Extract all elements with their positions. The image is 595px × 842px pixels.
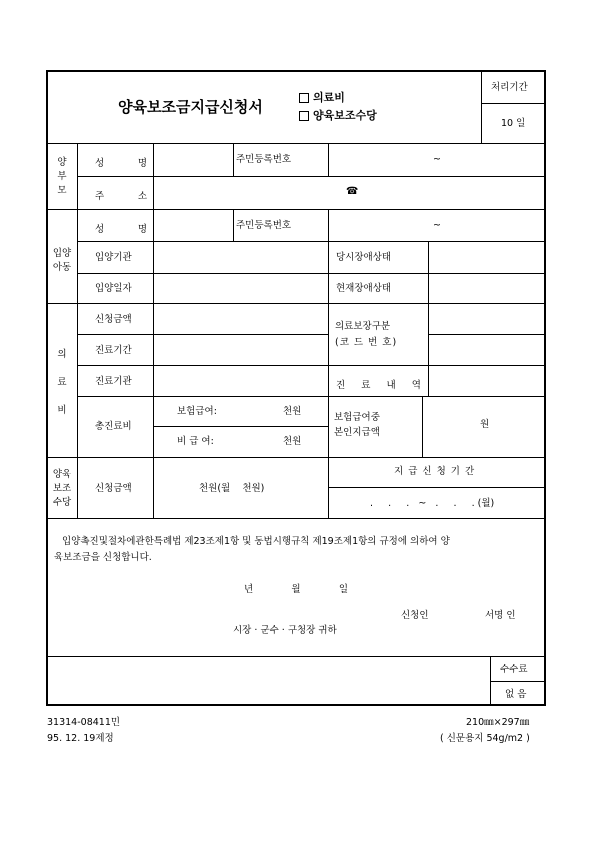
total-cost-label: 총진료비 — [95, 421, 132, 432]
vline-label — [153, 143, 154, 518]
rule-med-end — [47, 457, 545, 458]
vline-med-right — [428, 303, 429, 396]
rule-proc-mid — [481, 103, 545, 104]
insurance-benefit-unit: 천원 — [283, 406, 302, 417]
vline-child-id — [233, 209, 234, 241]
rule-allow-end — [47, 518, 545, 519]
coverage-type-label: 의료보장구분 — [335, 321, 391, 332]
parent-id-separator[interactable]: ~ — [433, 154, 441, 165]
adoption-date-label: 입양일자 — [95, 283, 132, 294]
treatment-period-label: 진료기간 — [95, 345, 132, 356]
vline-parent-id — [233, 143, 234, 176]
rule-header — [47, 143, 545, 144]
vline-child-mid — [328, 209, 329, 303]
applicant-label: 신청인 — [401, 610, 429, 621]
allowance-amount-value[interactable]: 천원(월 천원) — [199, 483, 265, 494]
declaration-line2: 육보조금을 신청합니다. — [54, 552, 152, 563]
vline-proc — [481, 71, 482, 143]
copay-unit: 원 — [480, 419, 490, 430]
phone-icon: ☎ — [346, 186, 359, 197]
rule-med-3 — [77, 396, 545, 397]
processing-period-label: 처리기간 — [491, 82, 528, 93]
copay-label-line2: 본인지급액 — [334, 427, 380, 438]
paper-size: 210㎜×297㎜ — [466, 717, 530, 728]
paper-type: ( 신문용지 54g/m2 ) — [440, 733, 530, 744]
allowance-amount-label: 신청금액 — [95, 483, 132, 494]
rule-med-total-mid — [153, 426, 328, 427]
rule-med-2 — [77, 365, 545, 366]
medical-amount-label: 신청금액 — [95, 314, 132, 325]
copay-label-line1: 보험급여중 — [334, 412, 380, 423]
fee-label: 수수료 — [500, 664, 528, 675]
child-id-label: 주민등록번호 — [236, 220, 292, 231]
processing-period-value: 10 일 — [501, 118, 526, 129]
vline-section — [77, 143, 78, 518]
disability-then-label: 당시장애상태 — [336, 252, 392, 263]
coverage-code-label: (코 드 번 호) — [335, 337, 398, 348]
fee-value: 없 음 — [505, 689, 527, 700]
section-label-allowance: 양육 보조 수당 — [52, 469, 72, 508]
section-label-child: 입양 아동 — [52, 248, 72, 273]
parent-id-label: 주민등록번호 — [236, 154, 292, 165]
rule-parent-end — [47, 209, 545, 210]
child-name-label: 성 명 — [95, 224, 147, 235]
checkbox-allowance[interactable] — [299, 111, 309, 121]
treatment-institution-label: 진료기관 — [95, 376, 132, 387]
rule-child-end — [47, 303, 545, 304]
option-allowance: 양육보조수당 — [299, 110, 377, 121]
vline-fee — [490, 656, 491, 706]
addressee: 시장 · 군수 · 구청장 귀하 — [233, 625, 337, 636]
insurance-benefit-label: 보험급여: — [177, 406, 217, 417]
rule-med-1a — [77, 334, 328, 335]
vline-child-status — [428, 241, 429, 303]
disability-now-label: 현재장애상태 — [336, 283, 392, 294]
checkbox-medical[interactable] — [299, 93, 309, 103]
rule-fee-mid — [490, 681, 545, 682]
declaration-date[interactable]: 년 월 일 — [244, 584, 348, 595]
vline-med-mid — [328, 303, 329, 457]
vline-med-copay — [422, 396, 423, 457]
allowance-period-value[interactable]: . . . ~ . . . (월) — [370, 498, 495, 509]
option-medical: 의료비 — [299, 92, 345, 103]
declaration-line1: 입양촉진및절차에관한특례법 제23조제1항 및 동법시행규칙 제19조제1항의 규정에 의하여 양 — [62, 536, 450, 547]
vline-parent-id2 — [328, 143, 329, 176]
adoption-agency-label: 입양기관 — [95, 252, 132, 263]
form-title: 양육보조금지급신청서 — [118, 98, 263, 116]
parent-name-field[interactable] — [154, 144, 232, 176]
enactment-date: 95. 12. 19제정 — [47, 733, 114, 744]
parent-address-label: 주 소 — [95, 191, 147, 202]
signature-label[interactable]: 서명 인 — [485, 610, 516, 621]
form-number: 31314-08411민 — [47, 717, 121, 728]
rule-allow-mid — [328, 487, 545, 488]
allowance-period-header: 지 급 신 청 기 간 — [394, 466, 476, 477]
section-label-medical: 의 료 비 — [57, 349, 67, 416]
rule-fee-top — [47, 656, 545, 657]
rule-child-1 — [77, 241, 545, 242]
treatment-details-label: 진 료 내 역 — [336, 380, 421, 391]
parent-name-label: 성 명 — [95, 158, 147, 169]
section-label-parent: 양 부 모 — [57, 157, 67, 196]
rule-parent-1 — [77, 176, 545, 177]
rule-child-2 — [77, 273, 545, 274]
non-insurance-label: 비 급 여: — [177, 436, 214, 447]
non-insurance-unit: 천원 — [283, 436, 302, 447]
child-id-separator[interactable]: ~ — [433, 220, 441, 231]
rule-med-1b — [428, 334, 545, 335]
vline-allow-mid — [328, 457, 329, 518]
